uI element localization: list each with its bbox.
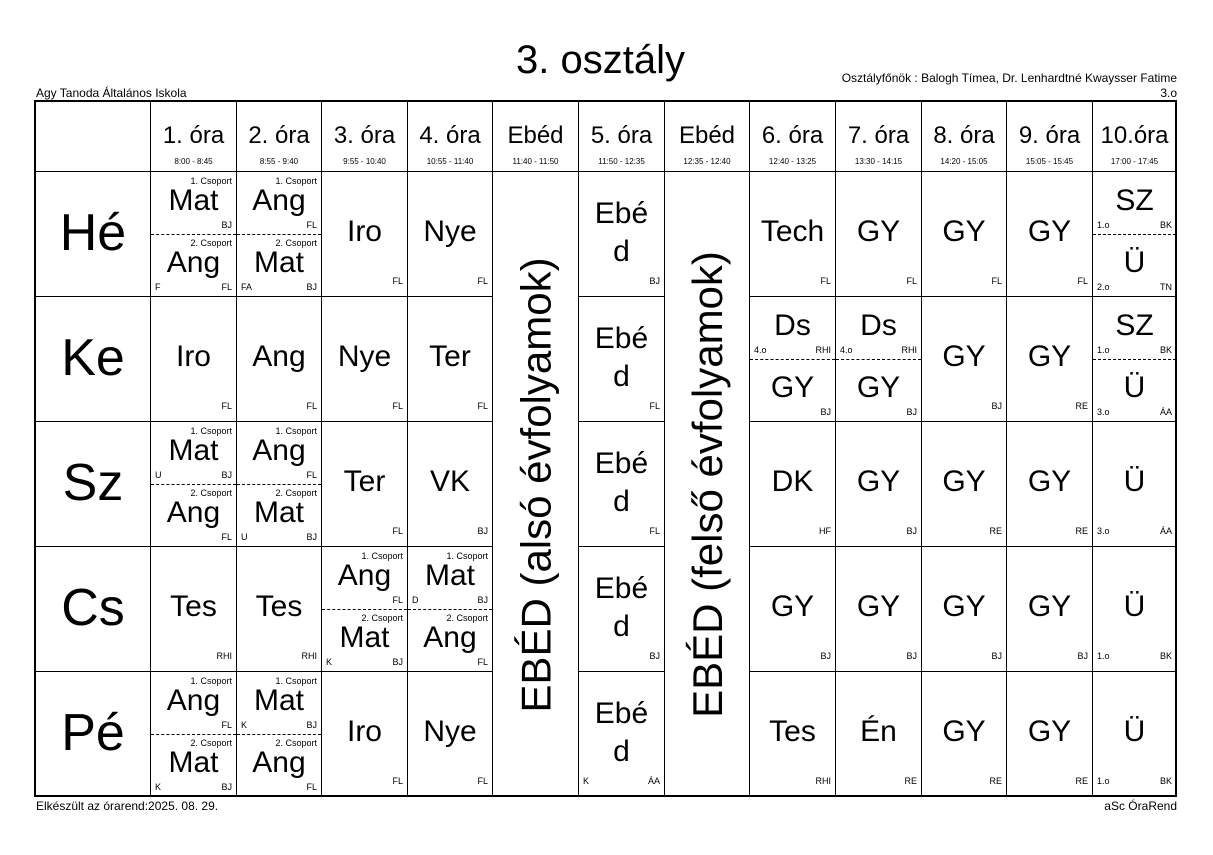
subject: GY bbox=[856, 215, 901, 248]
lunch-upper-column bbox=[665, 172, 750, 797]
teacher-code: FL bbox=[906, 276, 917, 286]
lesson-cell bbox=[1093, 547, 1177, 672]
subject: Nye bbox=[337, 340, 392, 373]
subject: GY bbox=[856, 465, 901, 498]
lesson-cell bbox=[408, 672, 493, 797]
teacher-code: RE bbox=[989, 776, 1002, 786]
subject: GY bbox=[942, 340, 986, 373]
room-label: K bbox=[583, 776, 590, 786]
subject: Mat bbox=[253, 246, 304, 279]
period-name: 10.óra bbox=[1100, 122, 1169, 149]
subject: Ü bbox=[1123, 715, 1146, 748]
subject: SZ bbox=[1115, 184, 1154, 217]
lesson-half-top bbox=[151, 672, 236, 735]
period-time: 9:55 - 10:40 bbox=[343, 157, 386, 166]
class-teachers: Osztályfőnök : Balogh Tímea, Dr. Lenhardtné Kwaysser Fatime bbox=[841, 71, 1177, 85]
subject: Ds bbox=[774, 309, 811, 342]
teacher-code: FL bbox=[392, 595, 403, 605]
teacher-code: FL bbox=[221, 282, 232, 292]
lesson-cell bbox=[408, 172, 493, 297]
corner-cell bbox=[36, 102, 151, 172]
subject: DK bbox=[771, 465, 814, 498]
teacher-code: FL bbox=[477, 776, 488, 786]
room-label: 3.o bbox=[1097, 407, 1110, 417]
lesson-half-top bbox=[1093, 297, 1176, 360]
period-header bbox=[922, 102, 1007, 172]
teacher-code: FL bbox=[477, 276, 488, 286]
lesson-cell bbox=[322, 297, 408, 422]
period-time: 11:40 - 11:50 bbox=[512, 157, 559, 166]
teacher-code: RHI bbox=[815, 345, 831, 355]
room-label: F bbox=[155, 282, 161, 292]
subject: Ü bbox=[1123, 246, 1146, 279]
subject: Ang bbox=[423, 621, 477, 654]
period-time: 17:00 - 17:45 bbox=[1110, 157, 1159, 166]
period-time: 13:30 - 14:15 bbox=[854, 157, 903, 166]
group-label: 2. Csoport bbox=[190, 738, 232, 748]
lesson-cell bbox=[322, 547, 408, 672]
subject: Tes bbox=[170, 590, 217, 623]
lesson-half-top bbox=[151, 422, 236, 485]
teacher-code: RE bbox=[1075, 401, 1088, 411]
teacher-code: RE bbox=[904, 776, 917, 786]
subject: GY bbox=[942, 465, 986, 498]
teacher-code: BJ bbox=[906, 651, 917, 661]
teacher-code: RHI bbox=[901, 345, 917, 355]
teacher-code: BJ bbox=[906, 526, 917, 536]
subject: GY bbox=[942, 215, 986, 248]
subject: SZ bbox=[1115, 309, 1154, 342]
subject: Ebé bbox=[594, 322, 649, 355]
teacher-code: BJ bbox=[906, 407, 917, 417]
room-label: K bbox=[155, 782, 162, 792]
day-label bbox=[36, 172, 151, 297]
subject: Ü bbox=[1123, 465, 1146, 498]
subject: Mat bbox=[424, 559, 475, 592]
teacher-code: BJ bbox=[477, 526, 488, 536]
lesson-cell bbox=[579, 547, 665, 672]
subject: Ter bbox=[429, 340, 471, 373]
period-time: 14:20 - 15:05 bbox=[940, 157, 988, 166]
lesson-half-bottom bbox=[151, 734, 236, 796]
group-label: 1. Csoport bbox=[190, 426, 232, 436]
lesson-cell bbox=[922, 547, 1007, 672]
lesson-cell bbox=[1007, 297, 1093, 422]
lesson-half-top bbox=[151, 172, 236, 235]
room-label: 1.o bbox=[1097, 345, 1110, 355]
subject: Mat bbox=[168, 434, 219, 467]
subject: Ang bbox=[166, 496, 221, 529]
school-name: Agy Tanoda Általános Iskola bbox=[36, 86, 187, 100]
room-label: 4.o bbox=[754, 345, 767, 355]
period-time: 15:05 - 15:45 bbox=[1025, 157, 1074, 166]
teacher-code: FL bbox=[221, 720, 232, 730]
subject: GY bbox=[1027, 590, 1072, 623]
period-time: 8:55 - 9:40 bbox=[259, 157, 299, 166]
teacher-code: BJ bbox=[392, 657, 403, 667]
period-name: 1. óra bbox=[162, 122, 225, 149]
lesson-half-bottom bbox=[237, 734, 321, 796]
period-header bbox=[665, 102, 750, 172]
lesson-cell bbox=[237, 547, 322, 672]
lesson-half-top bbox=[408, 547, 492, 610]
page-title: 3. osztály bbox=[516, 38, 685, 82]
subject: Iro bbox=[346, 715, 382, 748]
subject: GY bbox=[1027, 715, 1072, 748]
lesson-cell bbox=[151, 547, 237, 672]
teacher-code: FL bbox=[1077, 276, 1088, 286]
group-label: 2. Csoport bbox=[275, 238, 317, 248]
room-label: 4.o bbox=[840, 345, 853, 355]
period-name: 7. óra bbox=[847, 122, 910, 149]
group-label: 1. Csoport bbox=[275, 176, 317, 186]
subject: Én bbox=[860, 715, 897, 748]
lesson-cell bbox=[922, 172, 1007, 297]
period-time: 10:55 - 11:40 bbox=[426, 157, 474, 166]
lesson-half-bottom bbox=[322, 609, 407, 671]
period-header bbox=[1093, 102, 1177, 172]
subject: Iro bbox=[346, 215, 382, 248]
teacher-code: FL bbox=[820, 276, 831, 286]
teacher-code: BK bbox=[1159, 776, 1172, 786]
teacher-code: FL bbox=[306, 470, 317, 480]
lesson-half-top bbox=[237, 672, 321, 735]
group-label: 2. Csoport bbox=[361, 613, 403, 623]
software-name: aSc ÓraRend bbox=[1104, 799, 1177, 813]
lesson-cell bbox=[1093, 297, 1177, 422]
period-header bbox=[237, 102, 322, 172]
lesson-cell bbox=[579, 172, 665, 297]
period-name: 6. óra bbox=[761, 122, 824, 149]
lesson-half-top bbox=[237, 422, 321, 485]
lunch-lower-column bbox=[493, 172, 579, 797]
subject: Nye bbox=[423, 215, 477, 248]
period-name: Ebéd bbox=[678, 122, 736, 149]
teacher-code: BJ bbox=[221, 220, 232, 230]
room-label: K bbox=[241, 720, 248, 730]
day-label bbox=[36, 297, 151, 422]
lesson-cell bbox=[750, 672, 836, 797]
group-label: 2. Csoport bbox=[190, 488, 232, 498]
day-label bbox=[36, 422, 151, 547]
lesson-half-bottom bbox=[1093, 359, 1176, 421]
group-label: 2. Csoport bbox=[446, 613, 488, 623]
subject: Iro bbox=[175, 340, 211, 373]
lesson-cell bbox=[1093, 672, 1177, 797]
teacher-code: FL bbox=[649, 526, 660, 536]
period-header bbox=[322, 102, 408, 172]
lesson-half-bottom bbox=[836, 359, 921, 421]
lesson-cell bbox=[237, 297, 322, 422]
period-header bbox=[1007, 102, 1093, 172]
period-time: 12:40 - 13:25 bbox=[768, 157, 817, 166]
lesson-cell bbox=[750, 547, 836, 672]
lesson-half-bottom bbox=[750, 359, 835, 421]
period-time: 11:50 - 12:35 bbox=[598, 157, 645, 166]
teacher-code: RHI bbox=[301, 651, 317, 661]
teacher-code: ÁA bbox=[1159, 407, 1172, 417]
class-code: 3.o bbox=[1160, 86, 1177, 100]
group-label: 2. Csoport bbox=[275, 738, 317, 748]
subject-cont: d bbox=[613, 735, 630, 768]
period-name: 9. óra bbox=[1018, 122, 1081, 149]
period-time: 12:35 - 12:40 bbox=[683, 157, 731, 166]
lesson-cell bbox=[579, 672, 665, 797]
period-header bbox=[493, 102, 579, 172]
teacher-code: BJ bbox=[1077, 651, 1088, 661]
subject-cont: d bbox=[613, 485, 630, 518]
subject: Ds bbox=[860, 309, 897, 342]
subject: Ang bbox=[337, 559, 392, 592]
subject: Ter bbox=[343, 465, 386, 498]
group-label: 1. Csoport bbox=[190, 176, 232, 186]
teacher-code: ÁA bbox=[1159, 526, 1172, 536]
lesson-cell bbox=[750, 422, 836, 547]
lesson-cell bbox=[237, 672, 322, 797]
period-header bbox=[750, 102, 836, 172]
teacher-code: BJ bbox=[221, 470, 232, 480]
lesson-cell bbox=[750, 297, 836, 422]
period-header bbox=[408, 102, 493, 172]
period-name: 3. óra bbox=[333, 122, 396, 149]
room-label: 1.o bbox=[1097, 220, 1110, 230]
teacher-code: RE bbox=[1075, 776, 1088, 786]
teacher-code: BJ bbox=[820, 407, 831, 417]
teacher-code: BJ bbox=[306, 532, 317, 542]
day-name: Cs bbox=[61, 579, 125, 637]
subject: GY bbox=[1027, 215, 1072, 248]
lesson-cell bbox=[922, 297, 1007, 422]
subject: Ü bbox=[1123, 371, 1146, 404]
subject: Nye bbox=[423, 715, 477, 748]
teacher-code: FL bbox=[991, 276, 1002, 286]
teacher-code: FL bbox=[477, 657, 488, 667]
lesson-half-bottom bbox=[151, 484, 236, 546]
teacher-code: FL bbox=[392, 526, 403, 536]
teacher-code: TN bbox=[1160, 282, 1172, 292]
lesson-cell bbox=[322, 422, 408, 547]
lesson-half-bottom bbox=[237, 484, 321, 546]
subject: Ang bbox=[252, 746, 306, 779]
subject: Ang bbox=[252, 340, 306, 373]
subject-cont: d bbox=[613, 610, 630, 643]
teacher-code: BJ bbox=[820, 651, 831, 661]
lesson-cell bbox=[750, 172, 836, 297]
room-label: U bbox=[241, 532, 248, 542]
lesson-cell bbox=[1093, 172, 1177, 297]
group-label: 1. Csoport bbox=[190, 676, 232, 686]
lesson-cell bbox=[579, 422, 665, 547]
day-name: Hé bbox=[59, 204, 127, 262]
room-label: D bbox=[412, 595, 419, 605]
teacher-code: FL bbox=[306, 220, 317, 230]
subject: GY bbox=[942, 590, 986, 623]
lesson-cell bbox=[408, 297, 493, 422]
teacher-code: FL bbox=[306, 782, 317, 792]
teacher-code: FL bbox=[392, 276, 403, 286]
lesson-cell bbox=[151, 422, 237, 547]
room-label: 1.o bbox=[1097, 776, 1110, 786]
lesson-half-bottom bbox=[1093, 234, 1176, 296]
teacher-code: FL bbox=[477, 401, 488, 411]
teacher-code: RE bbox=[989, 526, 1002, 536]
lesson-half-top bbox=[750, 297, 835, 360]
lesson-cell bbox=[922, 672, 1007, 797]
lesson-cell bbox=[151, 172, 237, 297]
subject: Mat bbox=[168, 746, 219, 779]
teacher-code: BJ bbox=[306, 720, 317, 730]
lesson-cell bbox=[408, 422, 493, 547]
teacher-code: BJ bbox=[991, 401, 1002, 411]
lesson-cell bbox=[1093, 422, 1177, 547]
teacher-code: RHI bbox=[216, 651, 232, 661]
teacher-code: BJ bbox=[649, 651, 660, 661]
teacher-code: RE bbox=[1075, 526, 1088, 536]
subject: Ebé bbox=[594, 197, 649, 230]
lesson-cell bbox=[1007, 672, 1093, 797]
room-label: 3.o bbox=[1097, 526, 1110, 536]
day-label bbox=[36, 672, 151, 797]
day-name: Sz bbox=[62, 454, 124, 512]
generated-date: Elkészült az órarend:2025. 08. 29. bbox=[36, 799, 219, 813]
subject: Ebé bbox=[594, 572, 649, 605]
room-label: K bbox=[326, 657, 333, 667]
group-label: 2. Csoport bbox=[190, 238, 232, 248]
teacher-code: FL bbox=[221, 532, 232, 542]
period-name: 2. óra bbox=[248, 122, 310, 149]
teacher-code: BJ bbox=[991, 651, 1002, 661]
subject: Mat bbox=[253, 496, 304, 529]
period-name: Ebéd bbox=[507, 122, 564, 149]
group-label: 1. Csoport bbox=[275, 676, 317, 686]
lunch-label: EBÉD (alsó évfolyamok) bbox=[512, 256, 559, 713]
teacher-code: HF bbox=[819, 526, 831, 536]
teacher-code: BK bbox=[1159, 651, 1172, 661]
lesson-cell bbox=[237, 422, 322, 547]
subject: GY bbox=[770, 371, 815, 404]
lesson-half-bottom bbox=[151, 234, 236, 296]
lesson-half-top bbox=[1093, 172, 1176, 235]
timetable-grid bbox=[34, 100, 1177, 797]
subject: Ebé bbox=[594, 447, 649, 480]
teacher-code: FL bbox=[649, 401, 660, 411]
group-label: 1. Csoport bbox=[446, 551, 488, 561]
teacher-code: FL bbox=[221, 401, 232, 411]
subject-cont: d bbox=[613, 235, 630, 268]
teacher-code: BJ bbox=[221, 782, 232, 792]
subject: GY bbox=[942, 715, 986, 748]
subject: GY bbox=[1027, 465, 1072, 498]
lesson-cell bbox=[836, 672, 922, 797]
lesson-cell bbox=[836, 547, 922, 672]
subject: Tes bbox=[255, 590, 303, 623]
lunch-label: EBÉD (felső évfolyamok) bbox=[684, 251, 731, 718]
lesson-half-bottom bbox=[237, 234, 321, 296]
lesson-half-top bbox=[836, 297, 921, 360]
lesson-cell bbox=[579, 297, 665, 422]
teacher-code: BJ bbox=[649, 276, 660, 286]
lesson-cell bbox=[322, 672, 408, 797]
lesson-cell bbox=[922, 422, 1007, 547]
lesson-cell bbox=[151, 297, 237, 422]
lesson-cell bbox=[1007, 547, 1093, 672]
teacher-code: BJ bbox=[477, 595, 488, 605]
subject: Ang bbox=[166, 684, 221, 717]
lesson-cell bbox=[836, 297, 922, 422]
room-label: FA bbox=[241, 282, 253, 292]
group-label: 1. Csoport bbox=[361, 551, 403, 561]
lesson-cell bbox=[1007, 172, 1093, 297]
period-time: 8:00 - 8:45 bbox=[174, 157, 213, 166]
lesson-half-top bbox=[322, 547, 407, 610]
room-label: 1.o bbox=[1097, 651, 1110, 661]
lesson-cell bbox=[237, 172, 322, 297]
group-label: 2. Csoport bbox=[275, 488, 317, 498]
lesson-cell bbox=[322, 172, 408, 297]
teacher-code: FL bbox=[392, 776, 403, 786]
lesson-cell bbox=[836, 172, 922, 297]
teacher-code: BJ bbox=[306, 282, 317, 292]
lesson-cell bbox=[836, 422, 922, 547]
lesson-cell bbox=[151, 672, 237, 797]
subject: GY bbox=[856, 590, 901, 623]
day-name: Ke bbox=[61, 329, 125, 387]
lesson-cell bbox=[408, 547, 493, 672]
subject-cont: d bbox=[613, 360, 630, 393]
subject: GY bbox=[770, 590, 815, 623]
teacher-code: FL bbox=[392, 401, 403, 411]
subject: Mat bbox=[168, 184, 219, 217]
subject: Ang bbox=[252, 184, 306, 217]
lesson-half-top bbox=[237, 172, 321, 235]
subject: Tes bbox=[769, 715, 816, 748]
room-label: 2.o bbox=[1097, 282, 1110, 292]
subject: Mat bbox=[339, 621, 390, 654]
period-header bbox=[579, 102, 665, 172]
period-name: 5. óra bbox=[590, 122, 653, 149]
subject: GY bbox=[1027, 340, 1072, 373]
period-header bbox=[836, 102, 922, 172]
period-name: 4. óra bbox=[419, 122, 481, 149]
subject: VK bbox=[429, 465, 471, 498]
room-label: U bbox=[155, 470, 162, 480]
subject: Ebé bbox=[594, 697, 649, 730]
day-name: Pé bbox=[61, 704, 125, 762]
period-name: 8. óra bbox=[933, 122, 995, 149]
teacher-code: RHI bbox=[815, 776, 831, 786]
subject: GY bbox=[856, 371, 901, 404]
teacher-code: ÁA bbox=[647, 776, 660, 786]
subject: Ang bbox=[166, 246, 221, 279]
group-label: 1. Csoport bbox=[275, 426, 317, 436]
teacher-code: BK bbox=[1159, 220, 1172, 230]
subject: Ang bbox=[252, 434, 306, 467]
day-label bbox=[36, 547, 151, 672]
teacher-code: FL bbox=[306, 401, 317, 411]
period-header bbox=[151, 102, 237, 172]
lesson-cell bbox=[1007, 422, 1093, 547]
subject: Mat bbox=[253, 684, 304, 717]
teacher-code: BK bbox=[1159, 345, 1172, 355]
lesson-half-bottom bbox=[408, 609, 492, 671]
subject: Ü bbox=[1123, 590, 1146, 623]
subject: Tech bbox=[760, 215, 825, 248]
